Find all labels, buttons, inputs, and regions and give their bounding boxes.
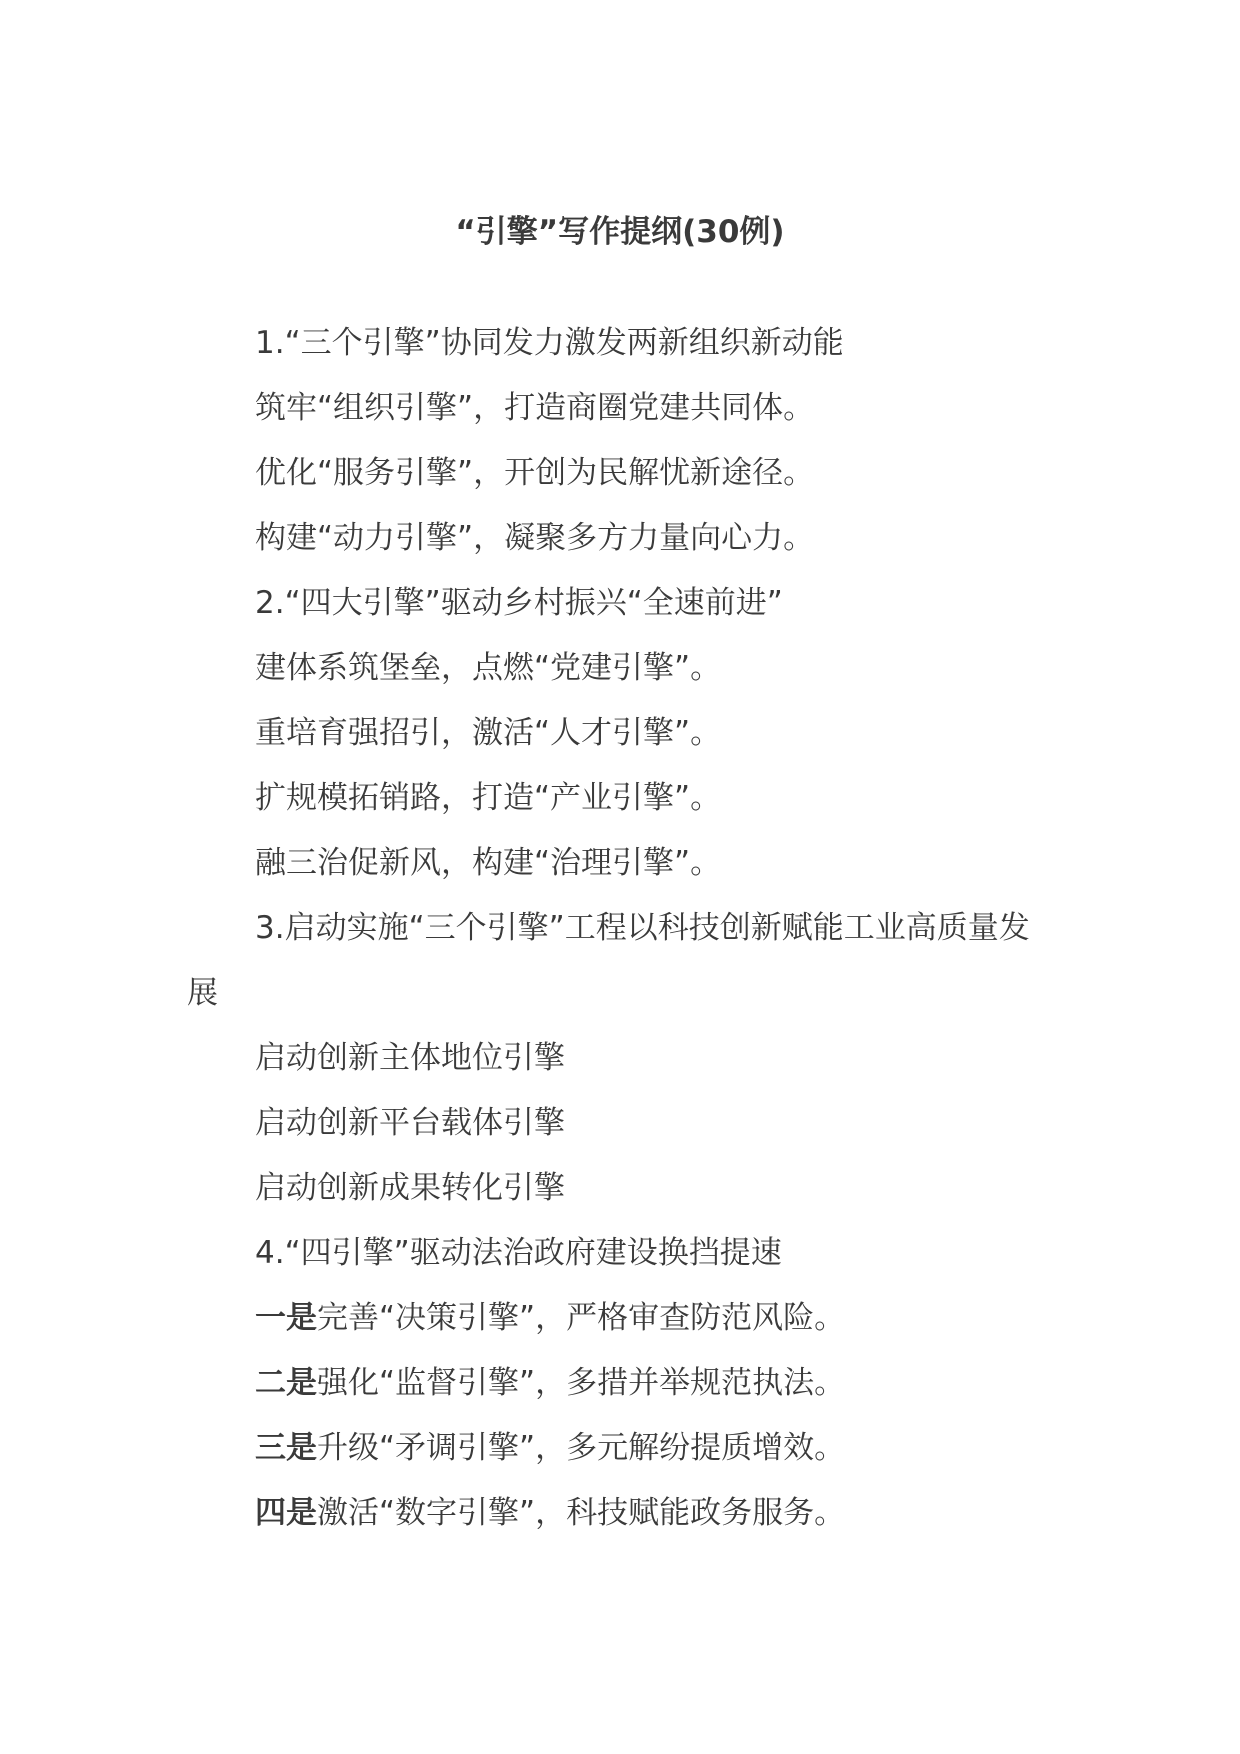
- item-lead: 二是: [255, 1365, 317, 1401]
- item-text: 升级“矛调引擎”，多元解纷提质增效。: [317, 1430, 846, 1466]
- section-4-item: [187, 1351, 1057, 1416]
- document-title: “引擎”写作提纲(30例): [455, 214, 785, 250]
- section-4-item: [187, 1416, 1057, 1481]
- section-2-item: 融三治促新风，构建“治理引擎”。: [255, 845, 722, 881]
- item-lead: 一是: [255, 1300, 317, 1336]
- section-heading-2: 2.“四大引擎”驱动乡村振兴“全速前进”: [255, 585, 783, 621]
- section-4-item: [187, 1481, 1057, 1546]
- section-2-item: 扩规模拓销路，打造“产业引擎”。: [255, 780, 722, 816]
- item-lead: 四是: [255, 1495, 317, 1531]
- section-2-item: 重培育强招引，激活“人才引擎”。: [255, 715, 722, 751]
- section-1-item: 筑牢“组织引擎”，打造商圈党建共同体。: [255, 390, 815, 426]
- section-1-item: 优化“服务引擎”，开创为民解忧新途径。: [255, 455, 815, 491]
- item-text: 完善“决策引擎”，严格审查防范风险。: [317, 1300, 846, 1336]
- section-1-item: 构建“动力引擎”，凝聚多方力量向心力。: [255, 520, 815, 556]
- section-heading-4: 4.“四引擎”驱动法治政府建设换挡提速: [255, 1235, 782, 1271]
- section-3-item: 启动创新成果转化引擎: [255, 1170, 565, 1206]
- section-3-item: 启动创新平台载体引擎: [255, 1105, 565, 1141]
- item-text: 强化“监督引擎”，多措并举规范执法。: [317, 1365, 846, 1401]
- section-4-item: [187, 1286, 1057, 1351]
- item-lead: 三是: [255, 1430, 317, 1466]
- item-text: 激活“数字引擎”，科技赋能政务服务。: [317, 1495, 846, 1531]
- section-3-item: 启动创新主体地位引擎: [255, 1040, 565, 1076]
- section-2-item: 建体系筑堡垒，点燃“党建引擎”。: [255, 650, 722, 686]
- section-heading-1: 1.“三个引擎”协同发力激发两新组织新动能: [255, 325, 844, 361]
- section-heading-3: 3.启动实施“三个引擎”工程以科技创新赋能工业高质量发展: [187, 910, 1030, 1011]
- document-body: [187, 311, 1057, 1546]
